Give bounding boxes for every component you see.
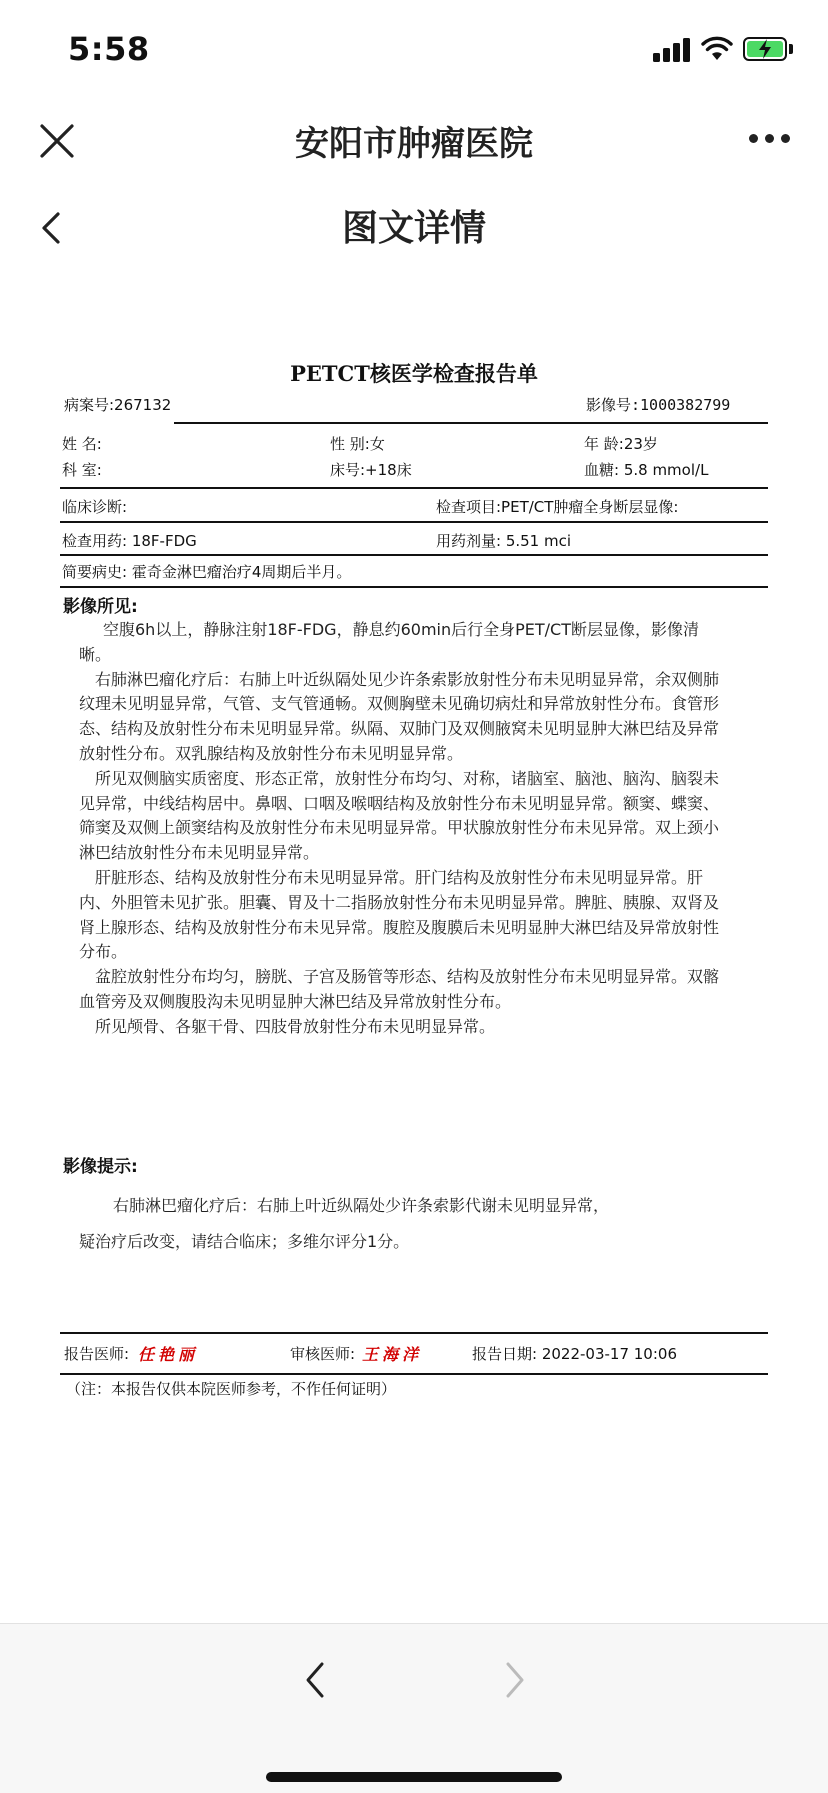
blood-glucose: 血糖: 5.8 mmol/L xyxy=(584,461,709,479)
report-date: 报告日期: 2022-03-17 10:06 xyxy=(472,1345,677,1363)
reviewer-signature: 王海洋 xyxy=(362,1345,423,1364)
battery-icon xyxy=(743,37,787,61)
battery-cap xyxy=(789,44,793,54)
findings-paragraph: 盆腔放射性分布均匀，膀胱、子宫及肠管等形态、结构及放射性分布未见明显异常。双髂血管旁及双侧腹股沟未见明显肿大淋巴结及异常放射性分布。 xyxy=(79,967,720,1011)
report-title: PETCT核医学检查报告单 xyxy=(290,361,538,386)
next-page-icon[interactable] xyxy=(500,1658,530,1702)
drug-dose: 用药剂量: 5.51 mci xyxy=(436,532,572,550)
app-title: 安阳市肿瘤医院 xyxy=(295,124,533,164)
page-title: 图文详情 xyxy=(341,208,486,249)
findings-paragraph: 所见颅骨、各躯干骨、四肢骨放射性分布未见明显异常。 xyxy=(95,1016,496,1036)
divider xyxy=(60,487,768,489)
divider xyxy=(60,586,768,588)
age: 年 龄:23岁 xyxy=(584,435,658,453)
reporter-label: 报告医师: xyxy=(64,1345,130,1363)
impression-text xyxy=(79,1188,739,1260)
bed-number: 床号:+18床 xyxy=(330,461,412,479)
exam-item: 检查项目:PET/CT肿瘤全身断层显像: xyxy=(436,498,679,516)
divider xyxy=(60,1373,768,1375)
findings-paragraph: 所见双侧脑实质密度、形态正常，放射性分布均匀、对称，诸脑室、脑池、脑沟、脑裂未见异常，中线结构居中。鼻咽、口咽及喉咽结构及放射性分布未见明显异常。额窦、蝶窦、筛窦及双侧上颌窦结构及放射性分布未见明显异常。甲状腺放射性分布未见异常。双上颈小淋巴结放射性分布未见明显异常。 xyxy=(79,768,720,863)
findings-heading: 影像所见: xyxy=(63,597,138,617)
divider xyxy=(60,554,768,556)
cellular-signal-icon xyxy=(653,38,691,62)
divider xyxy=(60,1332,768,1334)
reviewer-label: 审核医师: xyxy=(290,1345,356,1363)
reporter-signature: 任艳丽 xyxy=(138,1345,199,1364)
home-indicator[interactable] xyxy=(266,1772,562,1782)
case-number: 病案号:267132 xyxy=(64,396,172,414)
report-note: （注：本报告仅供本院医师参考，不作任何证明） xyxy=(66,1380,397,1398)
status-time: 5:58 xyxy=(68,30,150,68)
findings-paragraph: 空腹6h以上，静脉注射18F-FDG，静息约60min后行全身PET/CT断层显像，影像清晰。 xyxy=(79,620,699,664)
image-number: 影像号:1000382799 xyxy=(586,396,731,414)
impression-line: 右肺淋巴瘤化疗后：右肺上叶近纵隔处少许条索影代谢未见明显异常， xyxy=(113,1196,610,1215)
previous-page-icon[interactable] xyxy=(300,1658,330,1702)
bottom-toolbar xyxy=(0,1623,828,1793)
clinical-diagnosis: 临床诊断: xyxy=(62,498,128,516)
findings-paragraph: 右肺淋巴瘤化疗后：右肺上叶近纵隔处见少许条索影放射性分布未见明显异常，余双侧肺纹理未见明显异常，气管、支气管通畅。双侧胸壁未见确切病灶和异常放射性分布。食管形态、结构及放射性分布未见明显异常。纵隔、双肺门及双侧腋窝未见明显肿大淋巴结及异常放射性分布。双乳腺结构及放射性分布未见明显异常。 xyxy=(79,669,720,763)
report-image xyxy=(0,340,828,1400)
findings-paragraph: 肝脏形态、结构及放射性分布未见明显异常。肝门结构及放射性分布未见明显异常。肝内、外胆管未见扩张。胆囊、胃及十二指肠放射性分布未见明显异常。脾脏、胰腺、双肾及肾上腺形态、结构及放射性分布未见异常。腹腔及腹膜后未见明显肿大淋巴结及异常放射性分布。 xyxy=(79,867,720,962)
divider xyxy=(60,521,768,523)
department: 科 室: xyxy=(62,461,102,479)
divider xyxy=(174,422,768,424)
impression-heading: 影像提示: xyxy=(63,1157,138,1177)
wifi-icon xyxy=(701,34,733,62)
brief-history: 简要病史: 霍奇金淋巴瘤治疗4周期后半月。 xyxy=(62,563,352,581)
more-options-icon[interactable] xyxy=(748,132,792,148)
findings-text xyxy=(79,618,719,1040)
impression-line: 疑治疗后改变，请结合临床；多维尔评分1分。 xyxy=(79,1232,410,1251)
gender: 性 别:女 xyxy=(330,435,385,453)
status-bar xyxy=(0,0,828,100)
patient-name-label: 姓 名: xyxy=(62,435,102,453)
exam-drug: 检查用药: 18F-FDG xyxy=(62,532,197,550)
